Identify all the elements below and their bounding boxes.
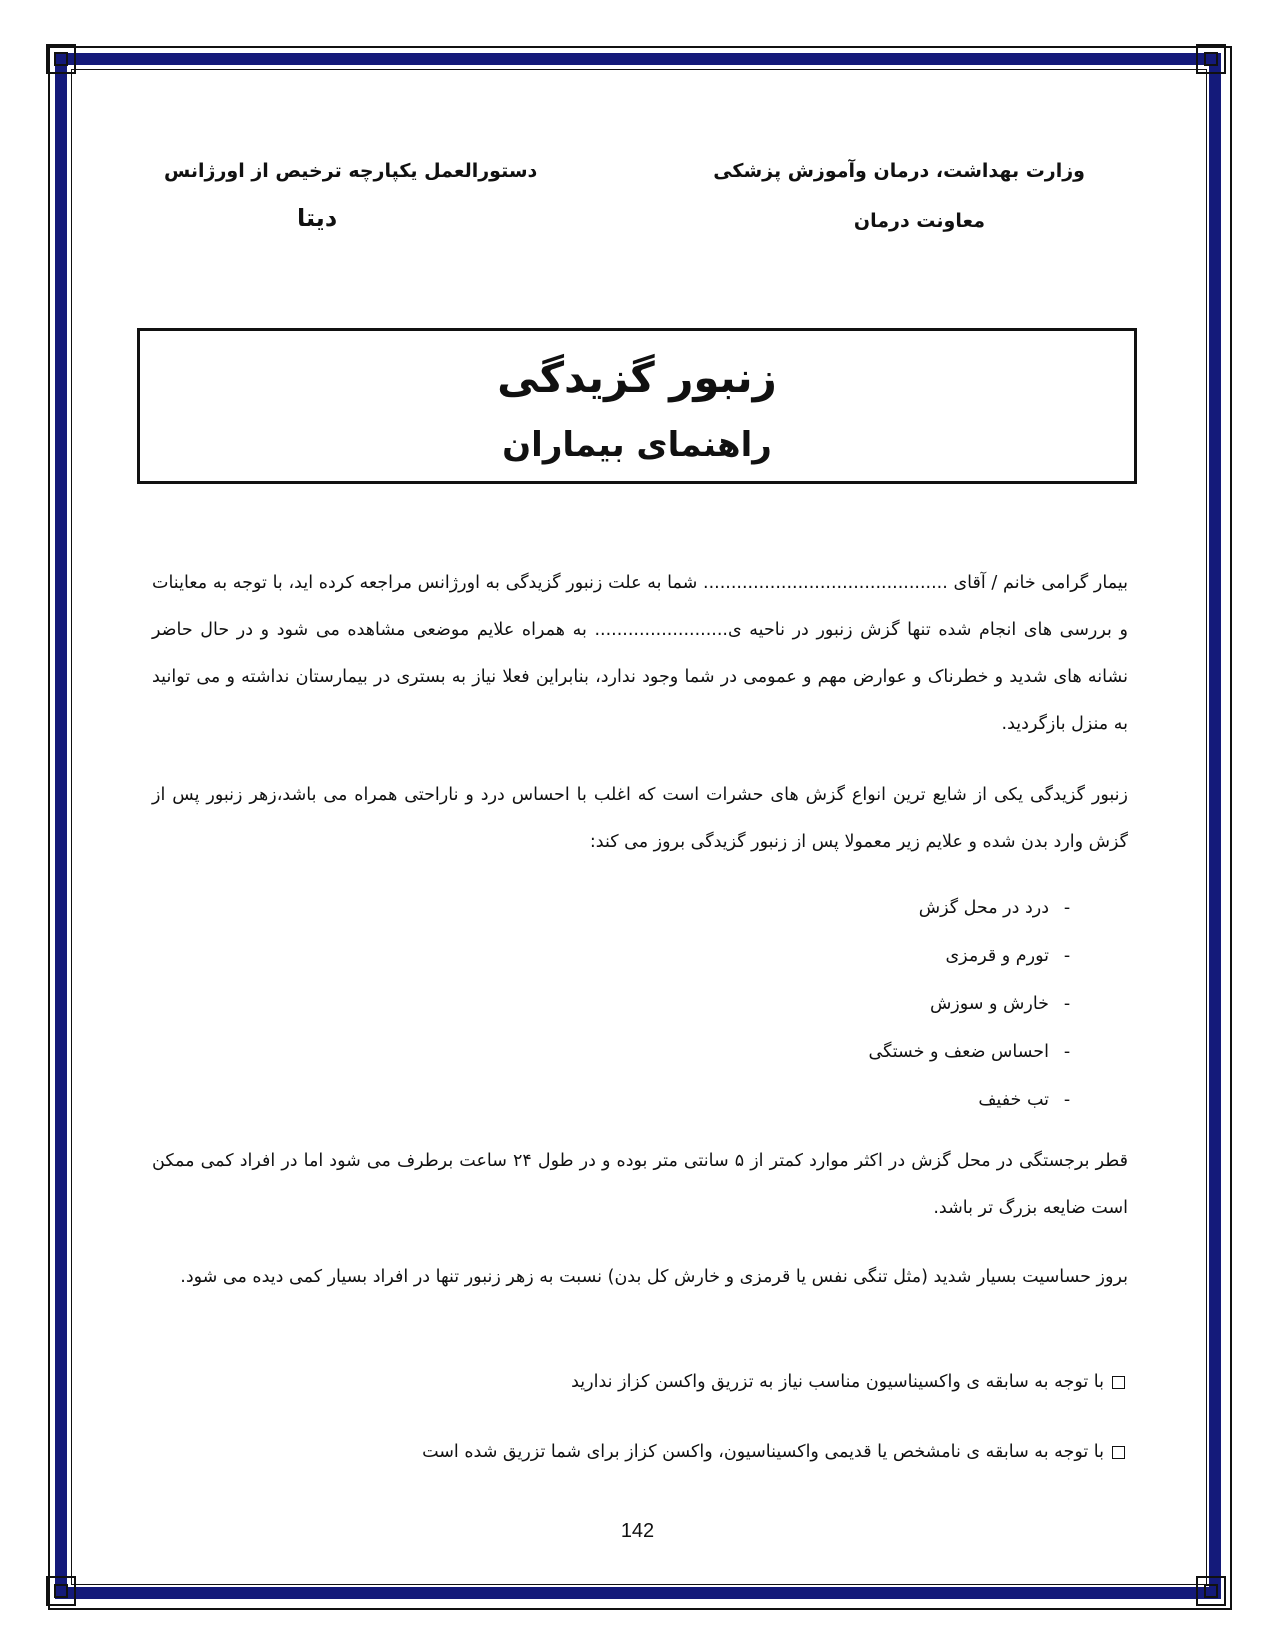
- frame-corner-ornament: [1196, 44, 1226, 74]
- header-ministry: وزارت بهداشت، درمان وآموزش پزشکی: [713, 160, 1085, 182]
- checkbox-icon: [1112, 1376, 1125, 1389]
- header-deputy: معاونت درمان: [853, 210, 985, 232]
- symptom-list: [868, 884, 1085, 1124]
- list-item: -تب خفیف: [978, 1090, 1071, 1110]
- page-title: زنبور گزیدگی: [497, 353, 777, 402]
- checkbox-icon: [1112, 1446, 1125, 1459]
- option-label: با توجه به سابقه ی نامشخص یا قدیمی واکسیناسیون، واکسن کزاز برای شما تزریق شده است: [422, 1442, 1104, 1462]
- list-item: -درد در محل گزش: [918, 898, 1071, 918]
- list-item: -احساس ضعف و خستگی: [868, 1042, 1071, 1062]
- tetanus-option-not-needed: [571, 1372, 1125, 1392]
- allergy-paragraph: [152, 1254, 1128, 1301]
- page-number: 142: [620, 1520, 655, 1542]
- tetanus-option-injected: [422, 1442, 1125, 1462]
- frame-corner-ornament: [46, 1576, 76, 1606]
- intro-paragraph: [152, 560, 1128, 748]
- frame-corner-ornament: [1196, 1576, 1226, 1606]
- header-project: دیتا: [297, 204, 338, 232]
- header-guideline: دستورالعمل یکپارچه ترخیص از اورژانس: [164, 160, 538, 182]
- frame-corner-ornament: [46, 44, 76, 74]
- list-item: -تورم و قرمزی: [945, 946, 1071, 966]
- paragraph-text: بروز حساسیت بسیار شدید (مثل تنگی نفس یا قرمزی و خارش کل بدن) نسبت به زهر زنبور تنها در افراد بسیار کمی دیده می شود.: [180, 1267, 1128, 1287]
- symptoms-intro-paragraph: [152, 772, 1128, 866]
- page-subtitle: راهنمای بیماران: [502, 425, 772, 465]
- title-box: [137, 328, 1137, 484]
- option-label: با توجه به سابقه ی واکسیناسیون مناسب نیاز به تزریق واکسن کزاز ندارید: [571, 1372, 1104, 1392]
- swelling-paragraph: [152, 1138, 1128, 1232]
- paragraph-text: زنبور گزیدگی یکی از شایع ترین انواع گزش های حشرات است که اغلب با احساس درد و ناراحتی همراه می باشد،زهر زنبور پس از گزش وارد بدن شده و علایم زیر معمولا پس از زنبور گزیدگی بروز می کند:: [152, 785, 1128, 852]
- list-item: -خارش و سوزش: [929, 994, 1071, 1014]
- paragraph-text: قطر برجستگی در محل گزش در اکثر موارد کمتر از ۵ سانتی متر بوده و در طول ۲۴ ساعت برطرف می شود اما در افراد کمی ممکن است ضایعه بزرگ تر باشد.: [152, 1151, 1128, 1218]
- paragraph-text: بیمار گرامی خانم / آقای ............................................ شما به علت زنبور گزیدگی به اورژانس مراجعه کرده اید، با توجه به معاینات و بررسی های انجام شده تنها گزش زنبور در ناحیه ی........................ به همراه علایم موضعی مشاهده می شود و در حال حاضر نشانه های شدید و خطرناک و عوارض مهم و عمومی در شما وجود ندارد، بنابراین فعلا نیاز به بستری در بیمارستان نداشته و می توانید به منزل بازگردید.: [152, 573, 1128, 734]
